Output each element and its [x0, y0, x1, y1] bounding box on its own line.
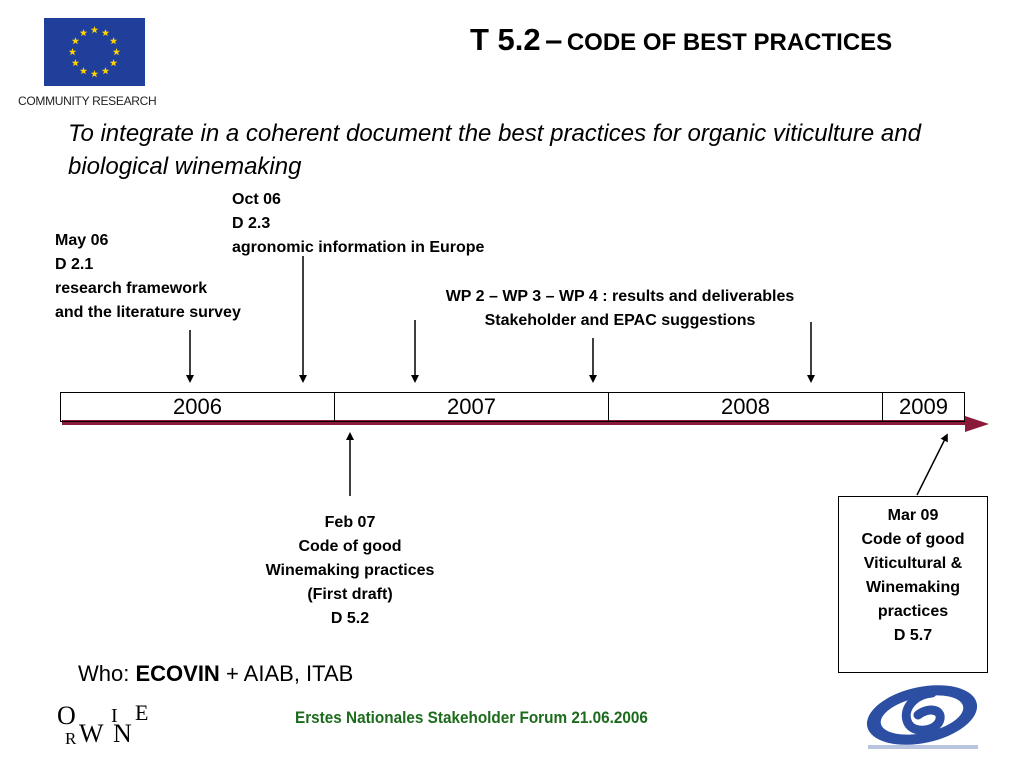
note-line: agronomic information in Europe — [232, 239, 485, 256]
timeline-arrowhead — [965, 416, 989, 432]
arrow-mar09 — [917, 437, 946, 495]
note-line: Mar 09 — [887, 507, 939, 524]
title-code: T 5.2 — [470, 22, 541, 57]
who-line — [78, 661, 353, 687]
note-line: Feb 07 — [324, 514, 376, 531]
note-line: Stakeholder and EPAC suggestions — [484, 312, 756, 329]
orwine-logo — [55, 698, 155, 748]
note-line: Viticultural & — [863, 555, 963, 572]
note-line: research framework — [55, 280, 208, 297]
logo-letter: R — [65, 729, 77, 748]
logo-letter: I — [111, 705, 118, 727]
title-dash: – — [545, 22, 563, 57]
who-lead-partner: ECOVIN — [135, 661, 220, 686]
note-line: D 2.3 — [232, 215, 271, 232]
note-line: (First draft) — [307, 586, 393, 603]
note-line: practices — [877, 603, 949, 620]
slide-subtitle: To integrate in a coherent document the best practices for organic viticulture and biological winemaking — [68, 120, 921, 180]
year-cell: 2007 — [335, 393, 609, 421]
note-line: and the literature survey — [55, 304, 241, 321]
year-cell: 2009 — [899, 394, 948, 419]
title-text: CODE OF BEST PRACTICES — [566, 29, 893, 56]
logo-letter: E — [135, 700, 149, 725]
logo-letter: N — [113, 719, 132, 748]
note-line: WP 2 – WP 3 – WP 4 : results and deliverables — [445, 288, 795, 305]
note-line: D 5.2 — [330, 610, 370, 627]
note-line: Winemaking — [865, 579, 961, 596]
who-prefix: Who: — [78, 661, 136, 686]
footer-text: Erstes Nationales Stakeholder Forum 21.06.2006 — [295, 708, 648, 727]
note-line: Oct 06 — [232, 191, 281, 208]
note-line: Code of good — [861, 531, 965, 548]
note-line: Winemaking practices — [265, 562, 435, 579]
who-partners: + AIAB, ITAB — [219, 661, 354, 686]
logo-letter: O — [57, 701, 76, 730]
year-cell: 2006 — [61, 393, 335, 421]
note-line: D 5.7 — [893, 627, 933, 644]
note-line: May 06 — [55, 232, 109, 249]
fp6-logo — [862, 683, 982, 755]
note-line: Code of good — [298, 538, 402, 555]
note-line: D 2.1 — [55, 256, 94, 273]
logo-caption: COMMUNITY RESEARCH — [18, 94, 157, 108]
year-cell: 2008 — [609, 393, 883, 421]
logo-letter: W — [79, 719, 104, 748]
